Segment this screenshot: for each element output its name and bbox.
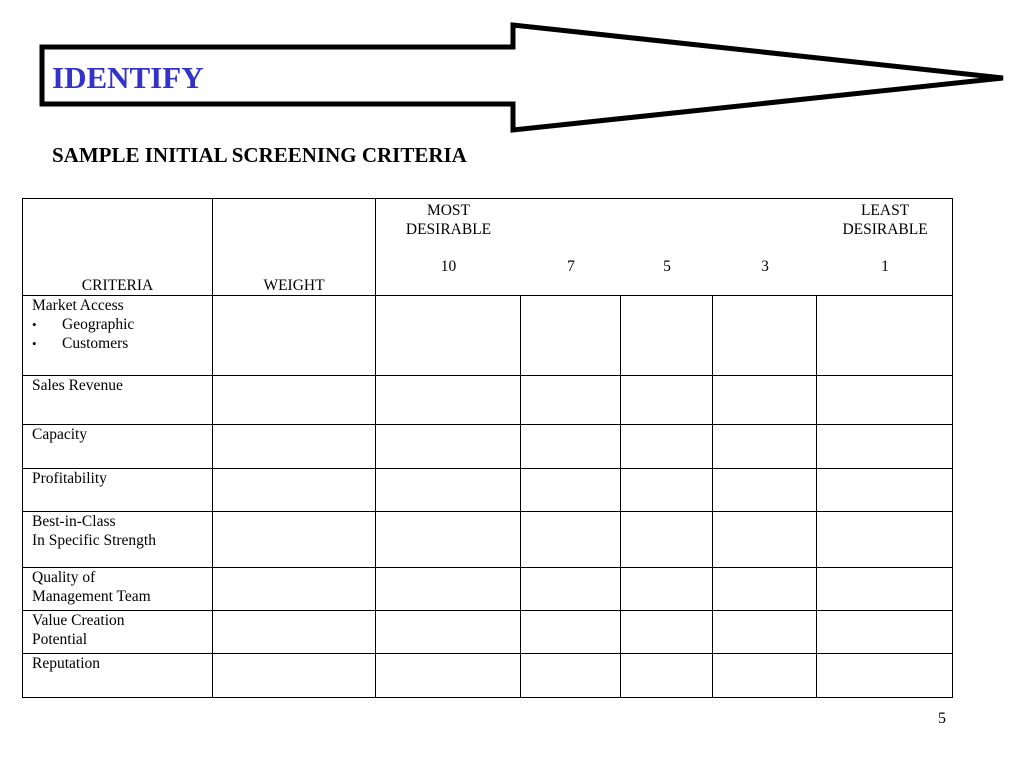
criteria-label: Potential xyxy=(32,631,88,648)
score-cell xyxy=(521,654,621,698)
score-cell xyxy=(521,611,621,654)
weight-cell xyxy=(213,376,376,425)
criteria-label: Market Access xyxy=(32,297,124,314)
score-cell xyxy=(376,568,521,611)
weight-cell xyxy=(213,654,376,698)
header-weight-label: WEIGHT xyxy=(263,277,325,294)
table-header-row xyxy=(23,199,953,296)
score-cell xyxy=(521,512,621,568)
score-cell xyxy=(621,376,713,425)
scale-least-line1: LEAST xyxy=(860,202,910,219)
criteria-label: In Specific Strength xyxy=(32,532,156,549)
score-cell xyxy=(376,296,521,376)
scale-least-line2: DESIRABLE xyxy=(842,221,928,238)
score-cell xyxy=(713,469,817,512)
criteria-label: Quality of xyxy=(32,569,96,586)
scale-value: 10 xyxy=(440,258,457,275)
criteria-cell xyxy=(23,611,213,654)
score-cell xyxy=(817,425,953,469)
criteria-label: Management Team xyxy=(32,588,151,605)
score-cell xyxy=(713,425,817,469)
score-cell xyxy=(521,376,621,425)
weight-cell xyxy=(213,568,376,611)
score-cell xyxy=(376,512,521,568)
criteria-cell xyxy=(23,512,213,568)
score-cell xyxy=(621,425,713,469)
bullet-text: Geographic xyxy=(62,316,135,333)
score-cell xyxy=(817,654,953,698)
table-row xyxy=(23,425,953,469)
score-cell xyxy=(621,512,713,568)
weight-cell xyxy=(213,296,376,376)
score-cell xyxy=(713,296,817,376)
score-cell xyxy=(817,296,953,376)
criteria-cell xyxy=(23,469,213,512)
scale-container xyxy=(376,199,952,295)
bullet-icon: • xyxy=(32,336,37,351)
score-cell xyxy=(817,376,953,425)
scale-least-desirable xyxy=(818,201,952,239)
criteria-bullet-item xyxy=(32,334,212,353)
score-cell xyxy=(713,568,817,611)
score-cell xyxy=(521,296,621,376)
score-cell xyxy=(713,654,817,698)
score-cell xyxy=(376,469,521,512)
scale-most-line1: MOST xyxy=(426,202,471,219)
header-scale-cell xyxy=(376,199,953,296)
scale-value: 3 xyxy=(761,258,769,275)
weight-cell xyxy=(213,512,376,568)
header-criteria-cell xyxy=(23,199,213,296)
header-weight-cell xyxy=(213,199,376,296)
scale-value: 5 xyxy=(663,258,671,275)
criteria-cell xyxy=(23,568,213,611)
score-cell xyxy=(521,568,621,611)
score-cell xyxy=(376,376,521,425)
score-cell xyxy=(817,512,953,568)
criteria-label: Sales Revenue xyxy=(32,377,123,394)
weight-cell xyxy=(213,469,376,512)
bullet-text: Customers xyxy=(62,335,129,352)
page-subtitle: SAMPLE INITIAL SCREENING CRITERIA xyxy=(52,143,467,167)
criteria-cell xyxy=(23,654,213,698)
score-cell xyxy=(521,469,621,512)
table-row xyxy=(23,568,953,611)
table-row xyxy=(23,296,953,376)
scale-most-line2: DESIRABLE xyxy=(405,221,492,238)
table-row xyxy=(23,512,953,568)
score-cell xyxy=(621,568,713,611)
criteria-cell xyxy=(23,425,213,469)
header-criteria-label: CRITERIA xyxy=(81,277,154,294)
table-row xyxy=(23,611,953,654)
scale-value: 7 xyxy=(567,258,575,275)
table-row xyxy=(23,376,953,425)
score-cell xyxy=(817,568,953,611)
criteria-label: Best-in-Class xyxy=(32,513,116,530)
criteria-label: Profitability xyxy=(32,470,107,487)
score-cell xyxy=(817,611,953,654)
score-cell xyxy=(621,469,713,512)
table-row xyxy=(23,654,953,698)
criteria-label: Value Creation xyxy=(32,612,125,629)
score-cell xyxy=(521,425,621,469)
table-row xyxy=(23,469,953,512)
scale-value: 1 xyxy=(881,258,889,275)
weight-cell xyxy=(213,425,376,469)
score-cell xyxy=(621,654,713,698)
weight-cell xyxy=(213,611,376,654)
criteria-table xyxy=(22,198,953,698)
criteria-label: Reputation xyxy=(32,655,101,672)
table-body xyxy=(23,296,953,698)
score-cell xyxy=(713,512,817,568)
score-cell xyxy=(621,611,713,654)
criteria-cell xyxy=(23,296,213,376)
bullet-icon: • xyxy=(32,317,37,332)
score-cell xyxy=(376,611,521,654)
page-number: 5 xyxy=(938,710,946,727)
criteria-bullet-item xyxy=(32,315,212,334)
score-cell xyxy=(713,611,817,654)
score-cell xyxy=(376,425,521,469)
banner-title: IDENTIFY xyxy=(52,60,204,95)
criteria-cell xyxy=(23,376,213,425)
score-cell xyxy=(621,296,713,376)
score-cell xyxy=(713,376,817,425)
scale-most-desirable xyxy=(376,201,521,239)
criteria-label: Capacity xyxy=(32,426,88,443)
score-cell xyxy=(376,654,521,698)
score-cell xyxy=(817,469,953,512)
